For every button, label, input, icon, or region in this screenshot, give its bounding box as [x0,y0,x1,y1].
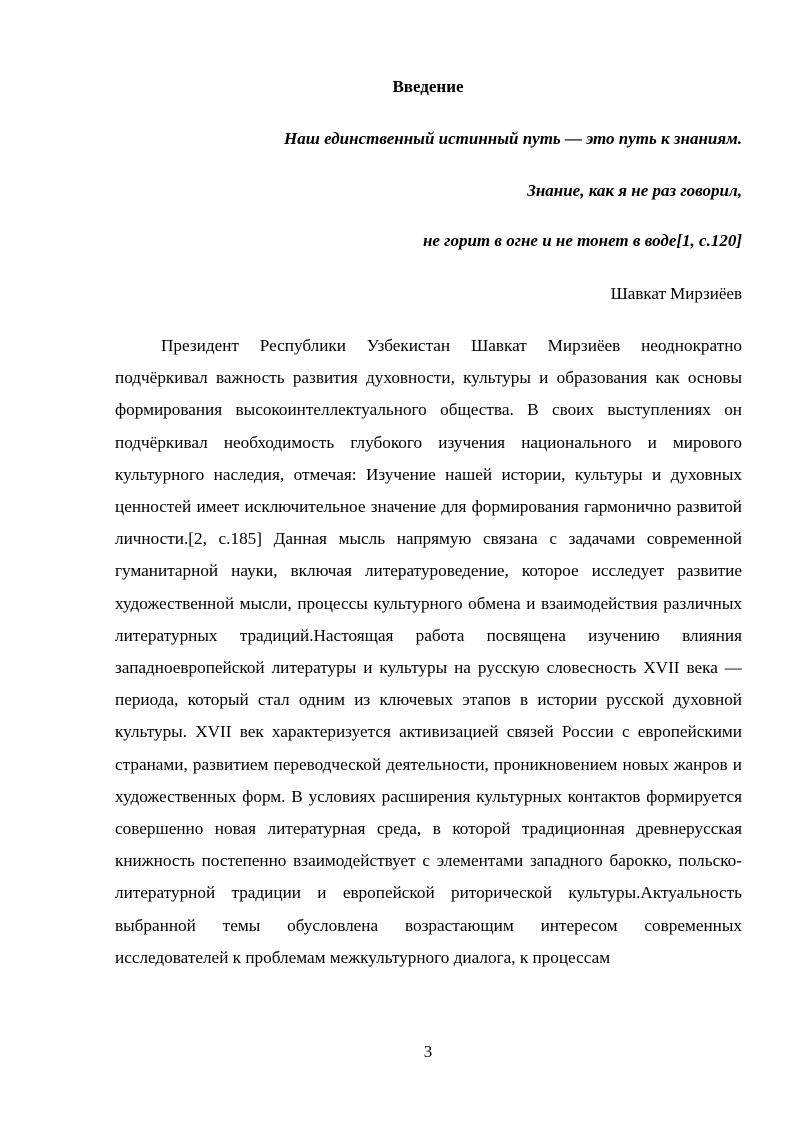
page-title: Введение [392,77,464,96]
page-number: 3 [423,1042,433,1061]
epigraph-line-3: не горит в огне и не тонет в воде[1, с.120] [422,231,742,250]
epigraph-line-1: Наш единственный истинный путь — это путь к знаниям. [283,129,742,148]
epigraph-author: Шавкат Мирзиёев [610,284,742,303]
epigraph-line-2: Знание, как я не раз говорил, [527,181,742,200]
body-paragraph: Президент Республики Узбекистан Шавкат Мирзиёев неоднократно подчёркивал важность развития духовности, культуры и образования как основы формирования высокоинтеллектуального общества. В своих выступлениях он подчёркивал необходимость глубокого изучения национального и мирового культурного наследия, отмечая: Изучение нашей истории, культуры и духовных ценностей имеет исключительное значение для формирования гармонично развитой личности.[2, с.185] Данная мысль напрямую связана с задачами современной гуманитарной науки, включая литературоведение, которое исследует развитие художественной мысли, процессы культурного обмена и взаимодействия различных литературных традиций.Настоящая работа посвящена изучению влияния западноевропейской литературы и культуры на русскую словесность XVII века — периода, который стал одним из ключевых этапов в истории русской духовной культуры. XVII век характеризуется активизацией связей России с европейскими странами, развитием переводческой деятельности, проникновением новых жанров и художественных форм. В условиях расширения культурных контактов формируется совершенно новая литературная среда, в которой традиционная древнерусская книжность постепенно взаимодействует с элементами западного барокко, польско-литературной традиции и европейской риторической культуры.Актуальность выбранной темы обусловлена возрастающим интересом современных исследователей к проблемам межкультурного диалога, к процессам [115,336,742,967]
